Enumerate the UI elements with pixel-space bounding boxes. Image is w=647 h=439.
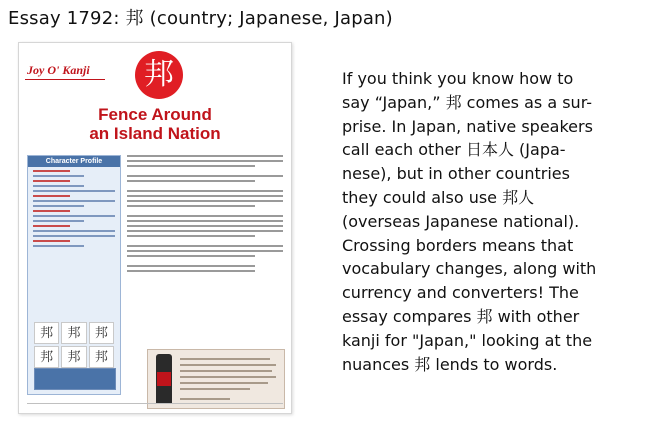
essay-body-text: [127, 155, 283, 275]
essay-headline-line2: an Island Nation: [89, 124, 221, 143]
page-footer-rule: [27, 403, 283, 404]
description-line: nese), but in other countries: [342, 164, 570, 184]
description-line: If you think you know how to: [342, 69, 574, 88]
description-line: (overseas Japanese national).: [342, 211, 580, 231]
description-line: currency and converters! The: [342, 283, 579, 303]
description-line: vocabulary changes, along with: [342, 259, 597, 279]
page-title: Essay 1792: 邦 (country; Japanese, Japan): [8, 8, 393, 29]
essay-page-image: [18, 42, 292, 414]
stroke-cell: 邦: [89, 346, 114, 368]
stroke-cell: 邦: [89, 322, 114, 344]
description-line: kanji for "Japan," looking at the: [342, 330, 593, 350]
character-profile-title: Character Profile: [28, 156, 120, 167]
essay-description: [342, 67, 642, 376]
description-line: say “Japan,” 邦 comes as a sur-: [342, 92, 593, 112]
stroke-cell: 邦: [34, 346, 59, 368]
bottle-label: [157, 372, 171, 386]
stroke-cell: 邦: [61, 346, 86, 368]
stroke-order-grid: [34, 322, 114, 368]
description-line: prise. In Japan, native speakers: [342, 116, 593, 136]
logo-underline: [25, 79, 105, 80]
sake-photo: [147, 349, 285, 409]
stroke-cell: 邦: [61, 322, 86, 344]
read-all-about-it-table: [34, 368, 116, 390]
joy-o-kanji-logo: Joy O' Kanji: [27, 63, 90, 77]
essay-headline-line1: Fence Around: [98, 105, 212, 124]
description-line: Crossing borders means that: [342, 235, 574, 255]
description-line: they could also use 邦人: [342, 187, 535, 207]
kanji-seal: 邦: [135, 51, 183, 99]
character-profile-sidebar: [27, 155, 121, 395]
description-line: essay compares 邦 with other: [342, 306, 580, 326]
stroke-cell: 邦: [34, 322, 59, 344]
description-line: nuances 邦 lends to words.: [342, 354, 558, 374]
essay-headline: [19, 105, 291, 143]
description-line: call each other 日本人 (Japa-: [342, 140, 566, 160]
